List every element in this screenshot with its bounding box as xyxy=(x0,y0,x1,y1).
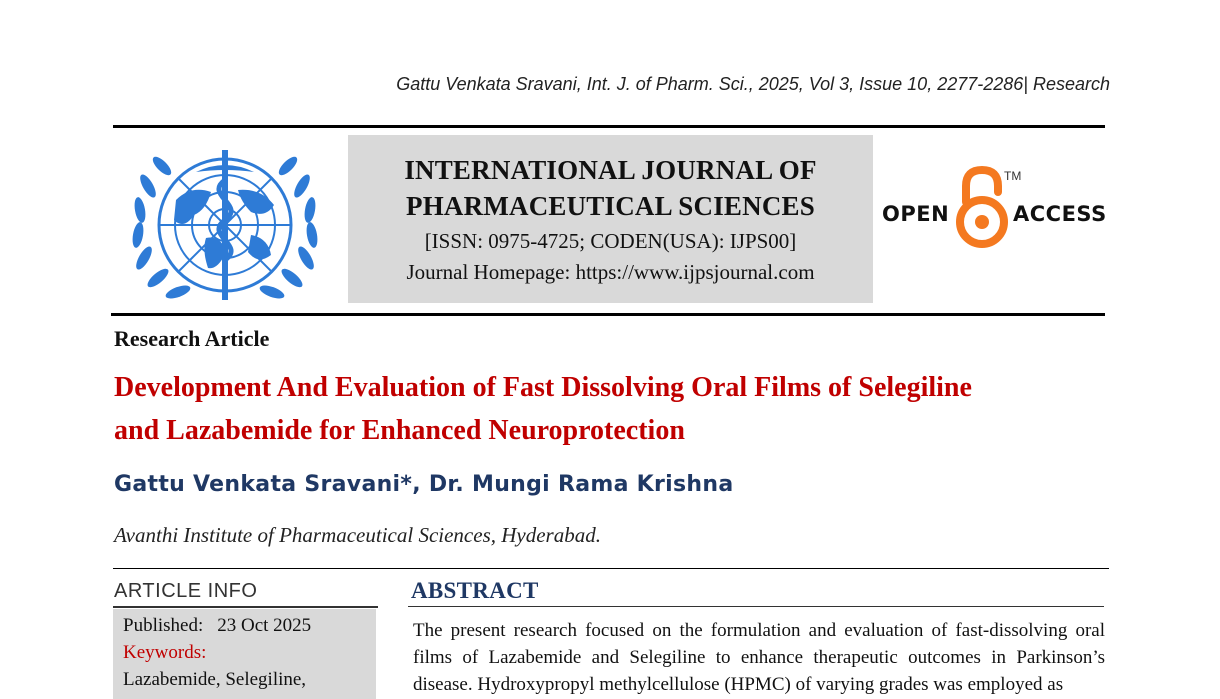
published-row xyxy=(123,612,376,639)
article-info-rule xyxy=(113,606,378,608)
masthead-bottom-rule xyxy=(111,313,1105,316)
open-access-word-left: OPEN xyxy=(882,202,950,226)
published-date: 23 Oct 2025 xyxy=(217,615,312,636)
abstract-rule xyxy=(408,606,1104,607)
open-lock-icon xyxy=(956,166,1008,250)
article-title xyxy=(114,366,1114,452)
trademark-mark: TM xyxy=(1004,169,1022,183)
article-title-line-1: Development And Evaluation of Fast Dissolving Oral Films of Selegiline xyxy=(114,372,972,403)
open-access-logo xyxy=(880,166,1108,256)
keywords-list: Lazabemide, Selegiline, xyxy=(123,669,307,690)
issn-line: [ISSN: 0975-4725; CODEN(USA): IJPS00] xyxy=(424,229,797,253)
published-label: Published: xyxy=(123,615,204,636)
open-access-word-right: ACCESS xyxy=(1013,202,1107,226)
author-affiliation: Avanthi Institute of Pharmaceutical Sciences, Hyderabad. xyxy=(114,523,601,547)
top-rule xyxy=(113,125,1105,128)
running-header: Gattu Venkata Sravani, Int. J. of Pharm. Sci., 2025, Vol 3, Issue 10, 2277-2286| Research xyxy=(396,74,1110,94)
journal-title-line-1: INTERNATIONAL JOURNAL OF xyxy=(404,155,817,185)
article-info-box xyxy=(113,609,376,699)
article-title-line-2: and Lazabemide for Enhanced Neuroprotection xyxy=(114,415,685,446)
abstract-heading: ABSTRACT xyxy=(411,578,539,603)
journal-emblem-icon xyxy=(126,140,324,306)
article-info-heading: ARTICLE INFO xyxy=(114,580,258,602)
article-type: Research Article xyxy=(114,326,270,351)
journal-masthead xyxy=(348,135,873,303)
journal-title-line-2: PHARMACEUTICAL SCIENCES xyxy=(406,191,815,221)
section-divider xyxy=(113,568,1109,569)
journal-homepage[interactable]: Journal Homepage: https://www.ijpsjournal.com xyxy=(406,260,815,284)
author-list: Gattu Venkata Sravani*, Dr. Mungi Rama Krishna xyxy=(114,472,734,497)
abstract-text: The present research focused on the formulation and evaluation of fast-dissolving oral films of Lazabemide and Selegiline to enhance therapeutic outcomes in Parkinson’s disease. Hydroxypropyl methylcellulose (HPMC) of varying grades was employed as xyxy=(413,620,1105,695)
keywords-label: Keywords: xyxy=(123,642,207,663)
